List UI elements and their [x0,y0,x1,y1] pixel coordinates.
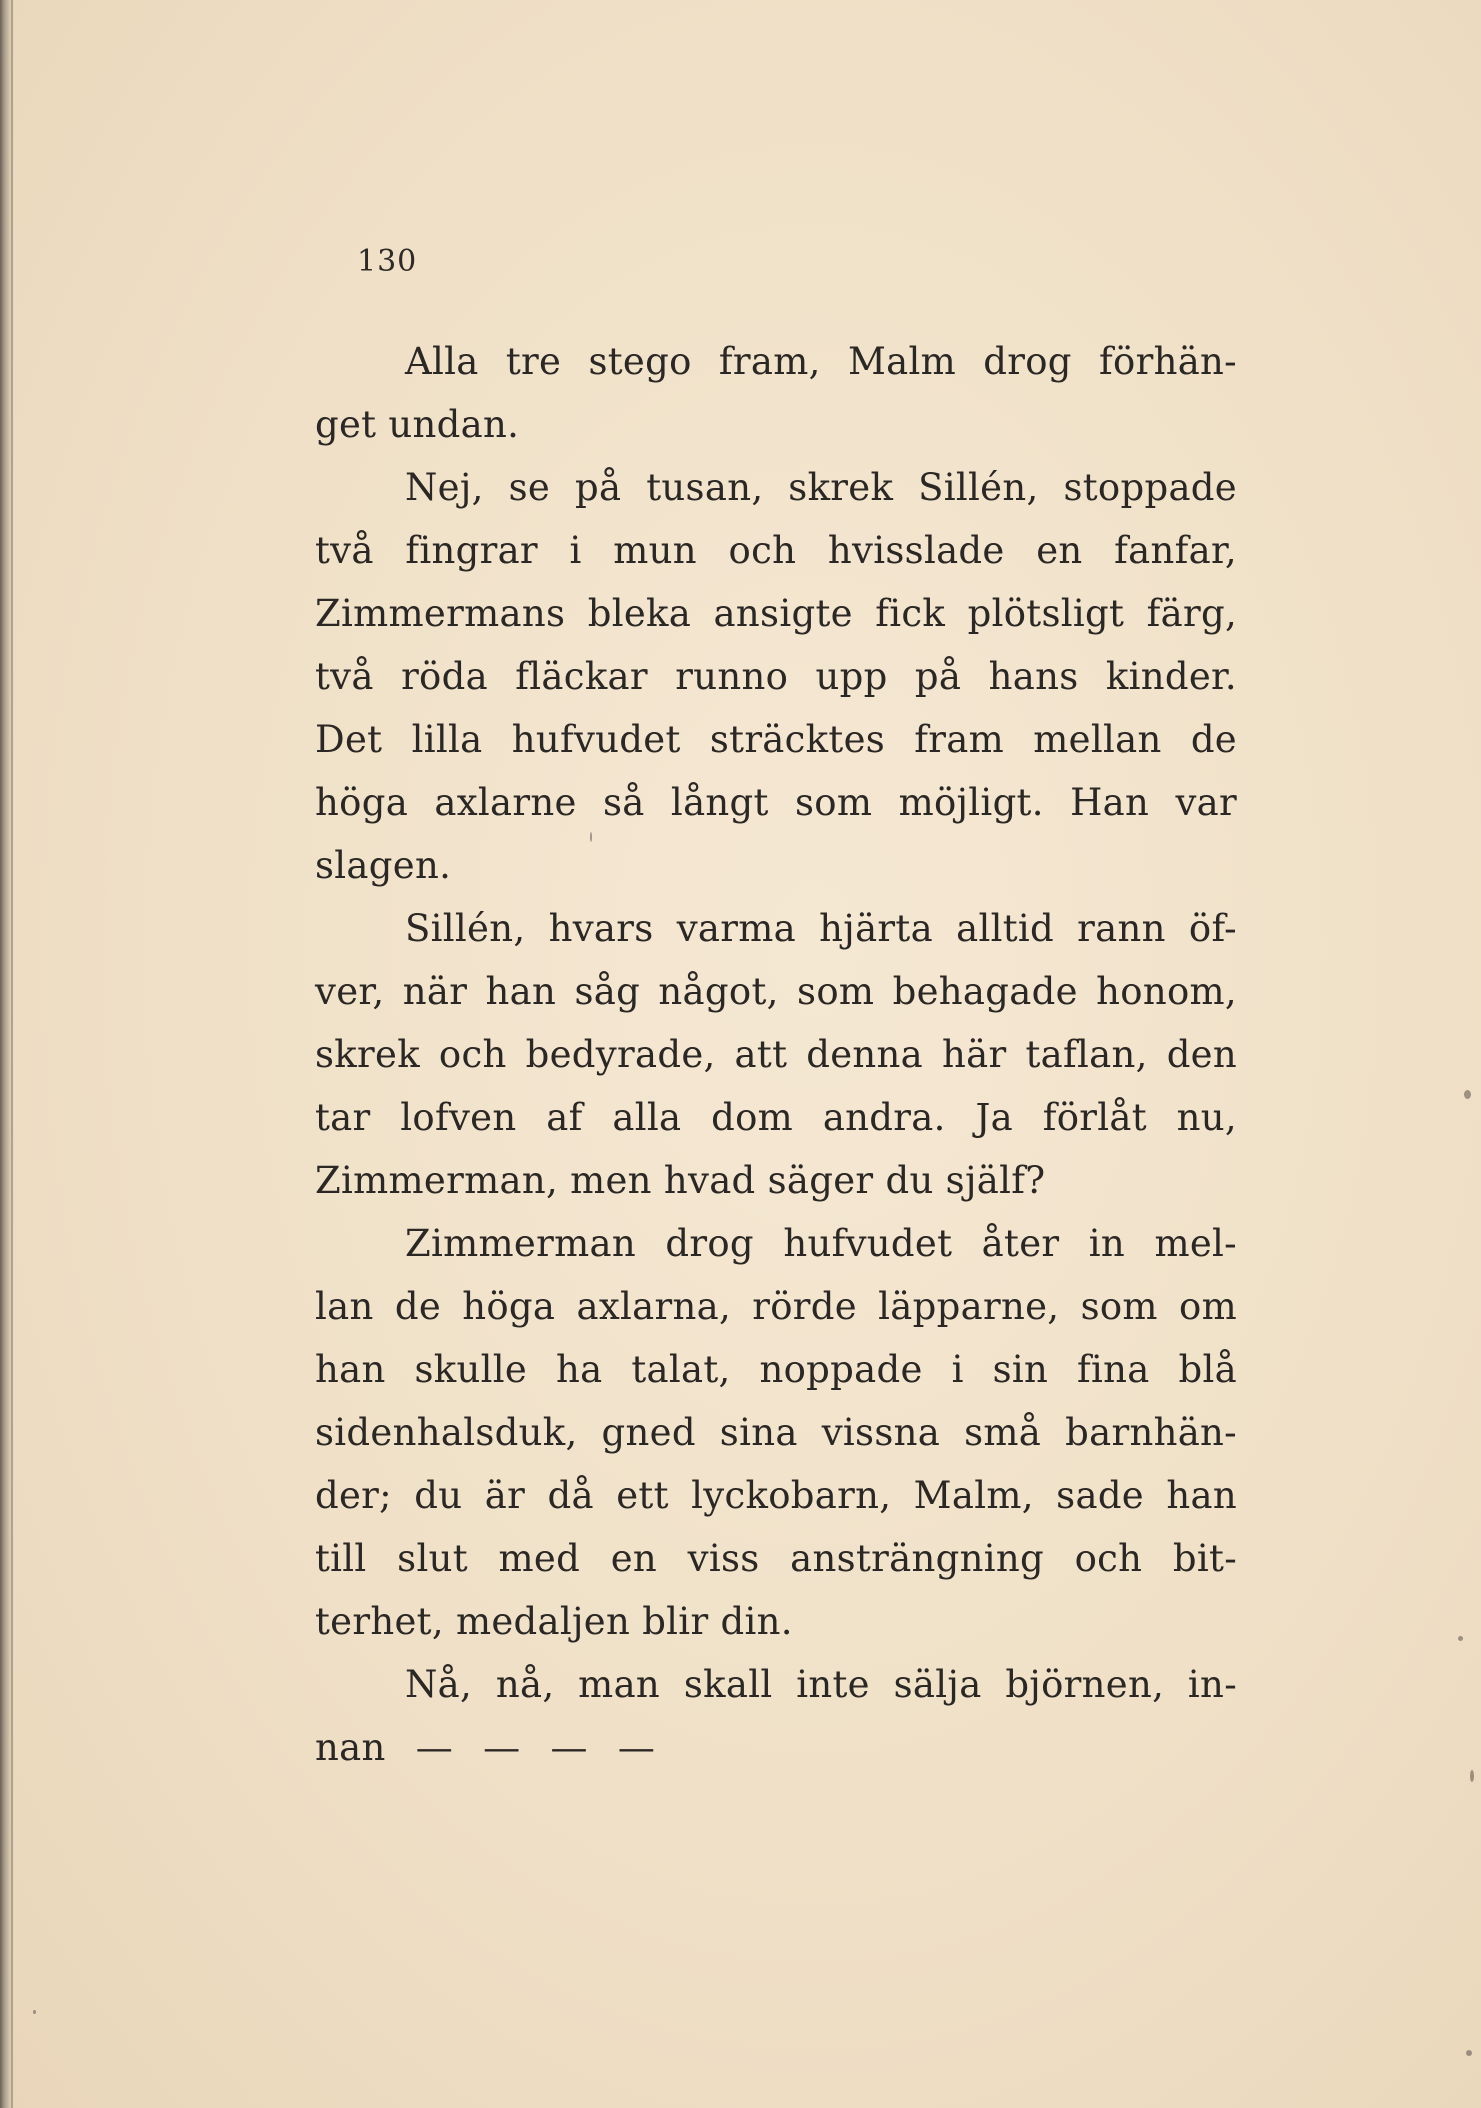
text-line: Nej, se på tusan, skrek Sillén, stoppade [405,466,1237,509]
binding-line [11,0,13,2108]
text-line: Zimmermans bleka ansigte fick plötsligt färg, [315,592,1237,635]
text-line: två fingrar i mun och hvisslade en fanfar, [315,529,1237,572]
paper-speck [1470,1770,1474,1782]
text-line: han skulle ha talat, noppade i sin fina blå [315,1348,1237,1391]
text-line: terhet, medaljen blir din. [315,1600,793,1643]
text-line: Zimmerman drog hufvudet åter in mel- [405,1222,1237,1265]
paper-speck [1458,1636,1463,1641]
text-line: ver, när han såg något, som behagade honom, [315,970,1237,1013]
text-line: skrek och bedyrade, att denna här taflan, den [315,1033,1237,1076]
paper-speck [1464,1090,1471,1099]
text-line: till slut med en viss ansträngning och bit- [315,1537,1237,1580]
text-line: lan de höga axlarna, rörde läpparne, som om [315,1285,1237,1328]
text-line: slagen. [315,844,452,887]
body-text [315,330,1237,1779]
text-line: Sillén, hvars varma hjärta alltid rann öf- [405,907,1237,950]
text-line: Alla tre stego fram, Malm drog förhän- [405,340,1237,383]
text-line: Zimmerman, men hvad säger du själf? [315,1159,1046,1202]
text-line: två röda fläckar runno upp på hans kinder. [315,655,1237,698]
em-dash: — [550,1726,588,1769]
em-dash: — [415,1726,453,1769]
em-dash: — [483,1726,521,1769]
em-dash: — [617,1726,656,1769]
paper-speck [33,2010,36,2014]
text-line: sidenhalsduk, gned sina vissna små barnhän- [315,1411,1237,1454]
paper-speck [590,832,592,842]
text-line: Det lilla hufvudet sträcktes fram mellan de [315,718,1237,761]
page-number: 130 [357,244,418,279]
text-line: tar lofven af alla dom andra. Ja förlåt nu, [315,1096,1237,1139]
text-line: der; du är då ett lyckobarn, Malm, sade han [315,1474,1237,1517]
paper-speck [1466,2050,1472,2056]
text-line: get undan. [315,403,520,446]
text-line: Nå, nå, man skall inte sälja björnen, in- [405,1663,1237,1706]
text-line: höga axlarne så långt som möjligt. Han var [315,781,1237,824]
final-word: nan [315,1726,386,1769]
text-line-final [315,1716,1237,1779]
